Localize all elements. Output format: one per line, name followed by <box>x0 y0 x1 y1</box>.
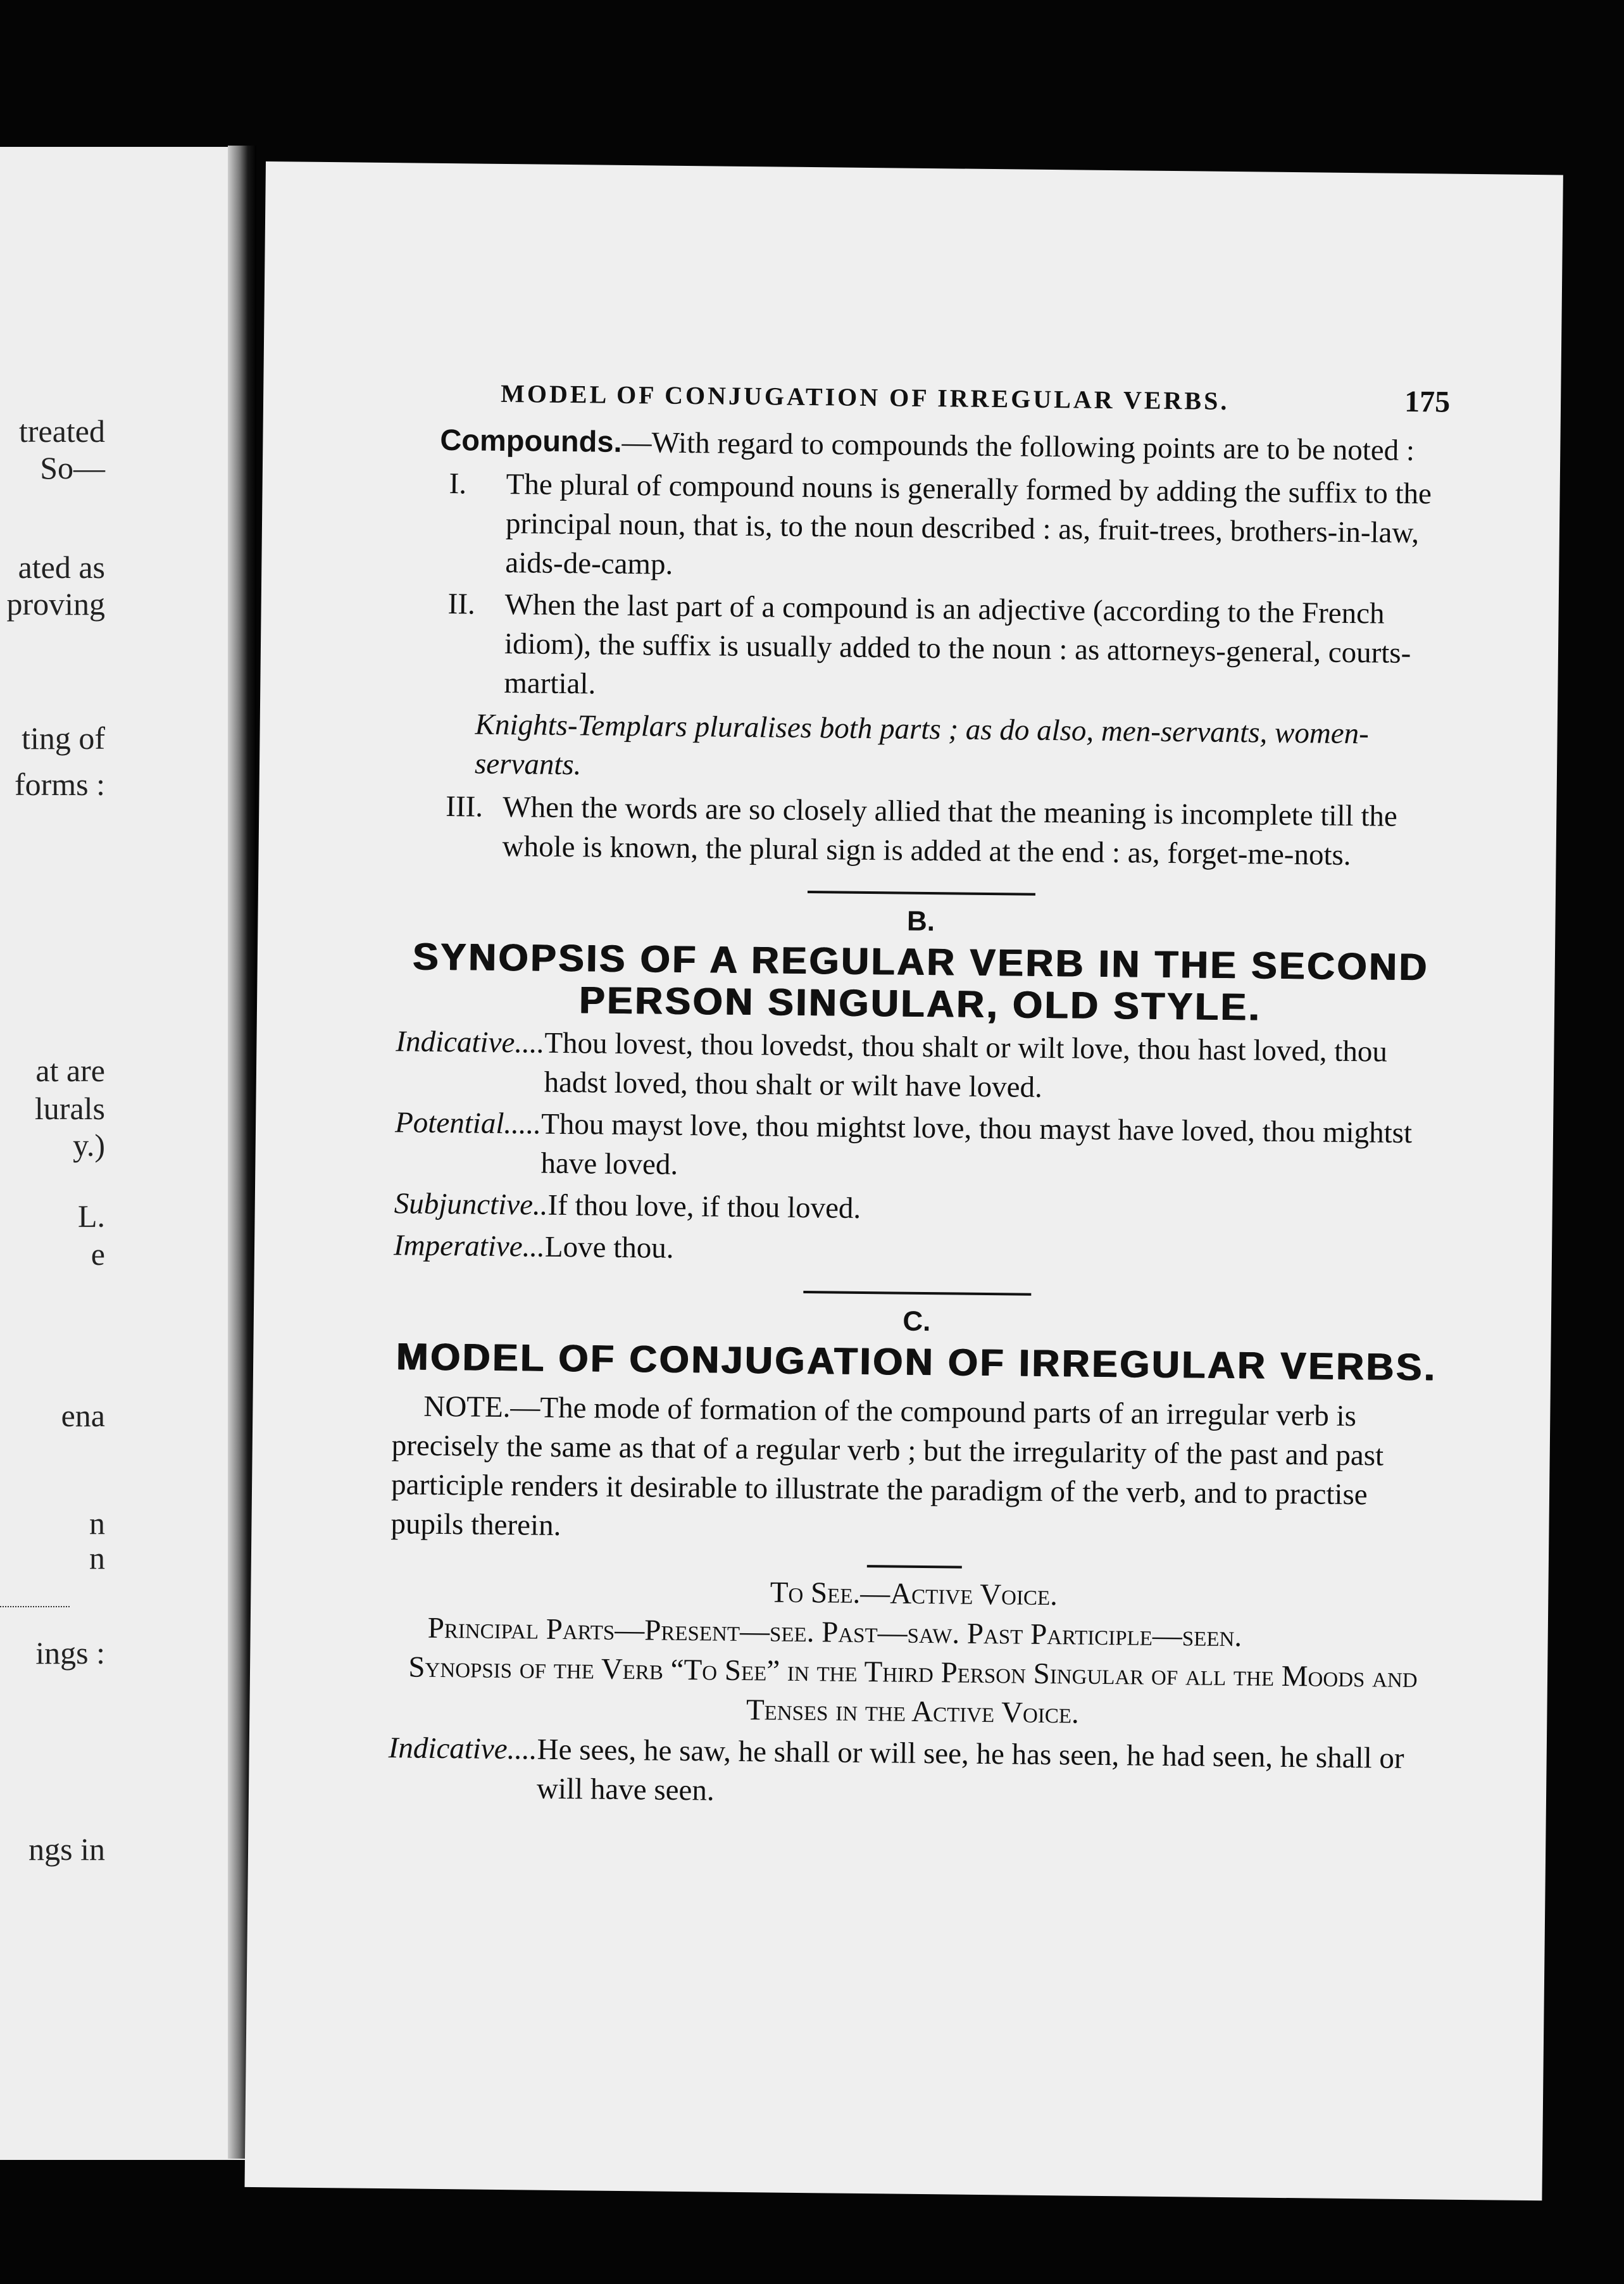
left-rule <box>0 1606 70 1607</box>
mood-row <box>395 1022 1443 1111</box>
left-fragment: L. <box>77 1198 105 1234</box>
section-divider <box>807 891 1035 896</box>
left-fragment: at are <box>35 1053 105 1088</box>
left-fragment: ings : <box>35 1635 105 1671</box>
left-fragment: ngs in <box>28 1831 105 1867</box>
section-b-title: SYNOPSIS OF A REGULAR VERB IN THE SECOND PERSON SINGULAR, OLD STYLE. <box>412 935 1429 1029</box>
compounds-intro-text: —With regard to compounds the following points are to be noted : <box>621 425 1415 468</box>
synopsis-b <box>394 1022 1444 1276</box>
mood-row <box>394 1103 1442 1192</box>
rule-item <box>397 786 1446 875</box>
left-fragment: treated <box>18 413 105 449</box>
mood-label: Indicative.... <box>388 1731 537 1766</box>
section-c-title: MODEL OF CONJUGATION OF IRREGULAR VERBS. <box>396 1335 1437 1389</box>
rule-text: The plural of compound nouns is generally formed by adding the suffix to the principal noun, that is, to the noun described : as, fruit-trees, brothers-in-law, aids-de-camp. <box>505 468 1432 581</box>
running-title: MODEL OF CONJUGATION OF IRREGULAR VERBS. <box>500 379 1230 415</box>
mood-label: Imperative... <box>393 1229 546 1264</box>
compound-rules <box>399 463 1449 712</box>
left-fragment: lurals <box>34 1091 105 1126</box>
mood-row <box>394 1226 1442 1276</box>
mood-text: He sees, he saw, he shall or will see, he has seen, he had seen, he shall or will have seen. <box>536 1733 1404 1807</box>
mood-row <box>388 1728 1436 1817</box>
rule-number: I. <box>449 467 467 501</box>
left-fragment: y.) <box>73 1127 105 1163</box>
mood-text: If thou love, if thou loved. <box>547 1188 861 1225</box>
page-content <box>388 372 1451 1817</box>
left-fragment: ting of <box>22 720 105 756</box>
compound-rules-cont <box>397 786 1446 875</box>
left-fragment: ena <box>61 1398 105 1433</box>
mood-text: Thou lovest, thou lovedst, thou shalt or wilt love, thou hast loved, thou hadst loved, thou shalt or wilt have loved. <box>544 1026 1388 1104</box>
running-head <box>403 372 1451 423</box>
rule-note-text: Knights-Templars pluralises both parts ; as do also, men-servants, women-servants. <box>474 708 1370 782</box>
mood-text: Thou mayst love, thou mightst love, thou mayst have loved, thou mightst have loved. <box>540 1107 1413 1181</box>
compounds-lead: Compounds. <box>440 422 622 458</box>
rule-number: III. <box>446 790 484 824</box>
left-fragment: forms : <box>14 767 105 802</box>
rule-item <box>399 584 1448 712</box>
rule-text: When the words are so closely allied that the meaning is incomplete till the whole is known, the plural sign is added at the end : as, forget-me-nots. <box>502 790 1398 872</box>
left-fragment: ated as <box>18 549 105 585</box>
mood-label: Subjunctive.. <box>394 1187 548 1222</box>
rule-text: When the last part of a compound is an adjective (according to the French idiom), the suffix is usually added to the noun : as attorneys-general, courts-martial. <box>504 587 1411 701</box>
mood-label: Potential..... <box>394 1106 542 1141</box>
left-fragment: e <box>91 1236 105 1272</box>
left-fragment: n <box>89 1505 105 1541</box>
section-c-letter: C. <box>903 1305 931 1338</box>
book-page <box>244 161 1563 2200</box>
verb-heading: To See.—Active Voice. <box>770 1576 1058 1612</box>
section-b-letter: B. <box>906 905 935 938</box>
rule-note <box>399 704 1447 793</box>
mood-text: Love thou. <box>544 1230 674 1265</box>
left-fragment: proving <box>6 586 105 622</box>
rule-item <box>401 463 1449 592</box>
principal-parts: Principal Parts—Present—see. Past—saw. Past Participle—seen. <box>427 1611 1242 1653</box>
section-c-note: NOTE.—The mode of formation of the compound parts of an irregular verb is precisely the same as that of a regular verb ; but the irregularity of the past and past participle renders it desirable to illustrate the paradigm of the verb, and to practise pupils therein. <box>390 1390 1384 1543</box>
mood-row <box>394 1184 1442 1234</box>
left-fragment: So— <box>40 450 105 486</box>
compounds-intro <box>402 420 1450 470</box>
facing-page-fragment <box>0 147 254 2160</box>
page-number: 175 <box>1404 384 1451 419</box>
synopsis-heading: Synopsis of the Verb “To See” in the Third Person Singular of all the Moods and Tenses in the Active Voice. <box>408 1650 1418 1730</box>
short-divider <box>866 1565 961 1569</box>
section-divider <box>803 1291 1031 1296</box>
left-fragment: n <box>89 1540 105 1576</box>
mood-label: Indicative.... <box>396 1025 545 1060</box>
rule-number: II. <box>447 587 476 621</box>
